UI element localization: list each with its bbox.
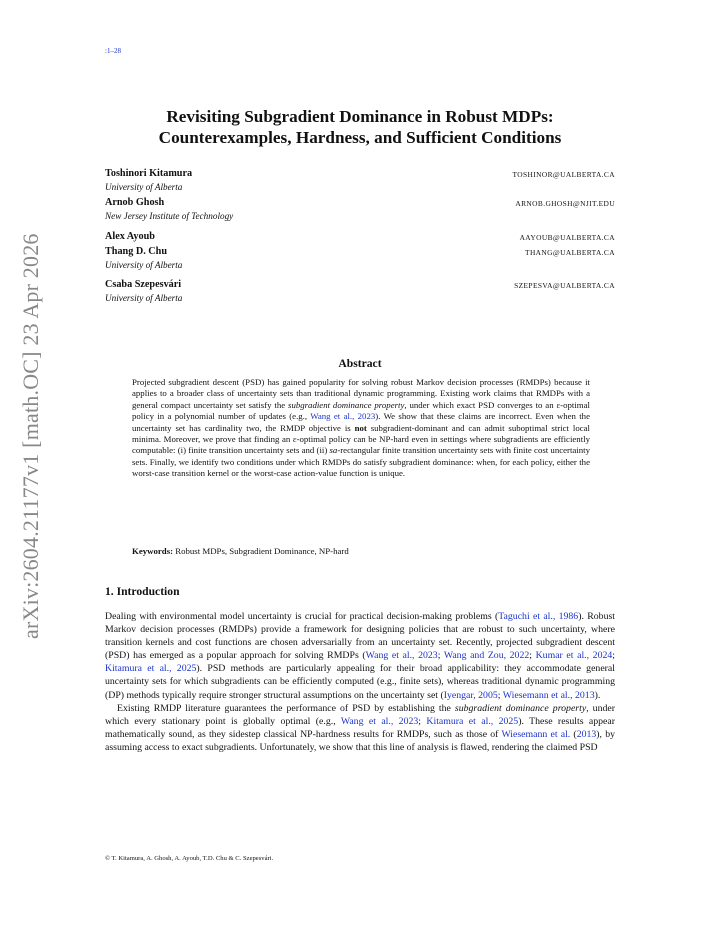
abstract-text: ). We show that these claims are incorrect. Even when the uncertainty set has cardinality two, the RMDP objective is	[132, 411, 590, 433]
title-line-2: Counterexamples, Hardness, and Sufficient Conditions	[158, 128, 562, 147]
author-name: Toshinori Kitamura	[105, 168, 193, 179]
intro-text: , under which every stationary point is globally optimal (e.g.,	[105, 702, 615, 727]
author-email: AAYOUB@UALBERTA.CA	[519, 233, 615, 242]
intro-paragraph: Dealing with environmental model uncertainty is crucial for practical decision-making problems (Taguchi et al., 1986). Robust Markov decision processes (RMDPs) provide a framework for designing policies that are robust to such uncertainty, where transition kernels and cost functions are chosen adversarially from an uncertainty set. Recently, projected subgradient descent (PSD) has emerged as a popular approach for solving RMDPs (Wang et al., 2023; Wang and Zou, 2022; Kumar et al., 2024; Kitamura et al., 2025). PSD methods are particularly appealing for their broad applicability: they accommodate general uncertainty sets for which subgradients can be efficiently computed (e.g., finite sets), whereas traditional dynamic programming (DP) methods typically require stronger structural assumptions on the uncertainty set (Iyengar, 2005; Wiesemann et al., 2013).	[105, 611, 616, 701]
page-range[interactable]: :1–28	[105, 47, 121, 55]
arxiv-sidebar-stamp: arXiv:2604.21177v1 [math.OC] 23 Apr 2026	[18, 233, 43, 639]
citation-link[interactable]: Wiesemann et al., 2013	[502, 689, 595, 701]
author-name: Csaba Szepesvári	[105, 279, 182, 290]
author-affiliation: University of Alberta	[105, 260, 183, 270]
citation-link[interactable]: 2013	[576, 728, 597, 740]
title-line-1: Revisiting Subgradient Dominance in Robust MDPs:	[166, 107, 554, 126]
author-email: THANG@UALBERTA.CA	[525, 248, 615, 257]
citation-link[interactable]: Iyengar, 2005	[443, 689, 498, 701]
citation-link[interactable]: Taguchi et al., 1986	[498, 611, 579, 622]
author-block	[105, 231, 615, 243]
abstract-paragraph	[132, 377, 590, 480]
abstract-text: Projected subgradient descent (PSD) has gained popularity for solving robust Markov decision processes (RMDPs) because it applies to a broader class of uncertainty sets than traditional dynamic programming. Existing work claims that RMDPs with a general compact uncertainty set satisfy the	[132, 377, 590, 410]
abstract-bold: not	[354, 422, 367, 433]
author-email: TOSHINOR@UALBERTA.CA	[512, 170, 615, 179]
author-name: Thang D. Chu	[105, 246, 168, 257]
citation-link[interactable]: Wang et al., 2023	[310, 411, 376, 422]
citation-link[interactable]: Wang et al., 2023	[365, 650, 438, 662]
author-name: Alex Ayoub	[105, 231, 155, 242]
author-email: ARNOB.GHOSH@NJIT.EDU	[515, 199, 615, 208]
citation-link[interactable]: Wang and Zou, 2022	[443, 650, 530, 662]
abstract-text: -rectangular finite transition uncertainty sets with finite cost uncertainty sets. Finally, we identify two conditions under which RMDPs do satisfy subgradient dominance: when, for each policy, either the worst-case transition kernel or the worst-case action-value function is unique.	[132, 445, 590, 479]
citation-link[interactable]: Wiesemann et al.	[501, 728, 571, 740]
keywords-label: Keywords:	[132, 546, 174, 556]
citation-link[interactable]: Kitamura et al., 2025	[426, 715, 519, 727]
author-affiliation: University of Alberta	[105, 293, 183, 303]
citation-link[interactable]: Kumar et al., 2024	[535, 650, 613, 662]
abstract-text: subgradient-dominant and can admit suboptimal strict local minima. Moreover, we prove that finding an ε-optimal policy can be NP-hard even in settings where subgradients are efficiently computable: (i) finite transition uncertainty sets and (ii)	[132, 422, 590, 456]
section-heading: 1. Introduction	[105, 585, 180, 598]
copyright-footer: © T. Kitamura, A. Ghosh, A. Ayoub, T.D. Chu & C. Szepesvári.	[105, 855, 274, 862]
intro-text: ). Robust Markov decision processes (RMDPs) provide a framework for designing policies that are robust to such uncertainty, where transition kernels and cost functions are chosen adversarially from an uncertainty set. Recently, projected subgradient descent (PSD) has emerged as a popular approach for solving RMDPs (	[105, 611, 615, 662]
intro-paragraph: Existing RMDP literature guarantees the performance of PSD by establishing the subgradient dominance property, under which every stationary point is globally optimal (e.g., Wang et al., 2023; Kitamura et al., 2025). These results appear mathematically sound, as they sidestep classical NP-hardness results for RMDPs, such as those of Wiesemann et al. (2013), by assuming access to exact subgradients. Unfortunately, we show that this line of analysis is flawed, rendering the claimed PSD	[105, 702, 616, 753]
abstract-text: , under which exact PSD converges to an ε-optimal policy in a polynomial number of updates (e.g.,	[132, 399, 590, 422]
author-block	[105, 279, 615, 291]
intro-text: ). These results appear mathematically sound, as they sidestep classical NP-hardness results for RMDPs, such as those of	[105, 715, 616, 740]
author-affiliation: University of Alberta	[105, 182, 183, 192]
abstract-emphasis: sa	[329, 445, 338, 456]
intro-text: ).	[594, 689, 601, 701]
abstract-emphasis: subgradient dominance property	[288, 399, 405, 410]
citation-link[interactable]: Wang et al., 2023	[340, 715, 419, 727]
intro-text: ). PSD methods are particularly appealing for their broad applicability: they accommodate general uncertainty sets for which subgradients can be efficiently computed (e.g., finite sets), whereas traditional dynamic programming (DP) methods typically require stronger structural assumptions on the uncertainty set (	[105, 663, 616, 701]
author-block	[105, 168, 615, 180]
keywords	[132, 546, 590, 556]
intro-text: Existing RMDP literature guarantees the performance of PSD by establishing the	[117, 702, 455, 714]
intro-text: Dealing with environmental model uncertainty is crucial for practical decision-making problems (	[105, 611, 499, 622]
abstract-heading: Abstract	[338, 357, 382, 370]
introduction-body	[105, 610, 615, 754]
intro-emphasis: subgradient dominance property	[454, 702, 587, 714]
author-affiliation: New Jersey Institute of Technology	[105, 211, 234, 221]
citation-link[interactable]: Kitamura et al., 2025	[105, 663, 197, 675]
paper-title	[105, 106, 615, 148]
keywords-list: Robust MDPs, Subgradient Dominance, NP-hard	[173, 546, 349, 556]
abstract-body	[132, 377, 590, 480]
author-name: Arnob Ghosh	[105, 197, 165, 208]
intro-text: ), by assuming access to exact subgradients. Unfortunately, we show that this line of analysis is flawed, rendering the claimed PSD	[105, 728, 615, 753]
author-block	[105, 246, 615, 258]
author-email: SZEPESVA@UALBERTA.CA	[514, 281, 615, 290]
author-block	[105, 197, 615, 209]
